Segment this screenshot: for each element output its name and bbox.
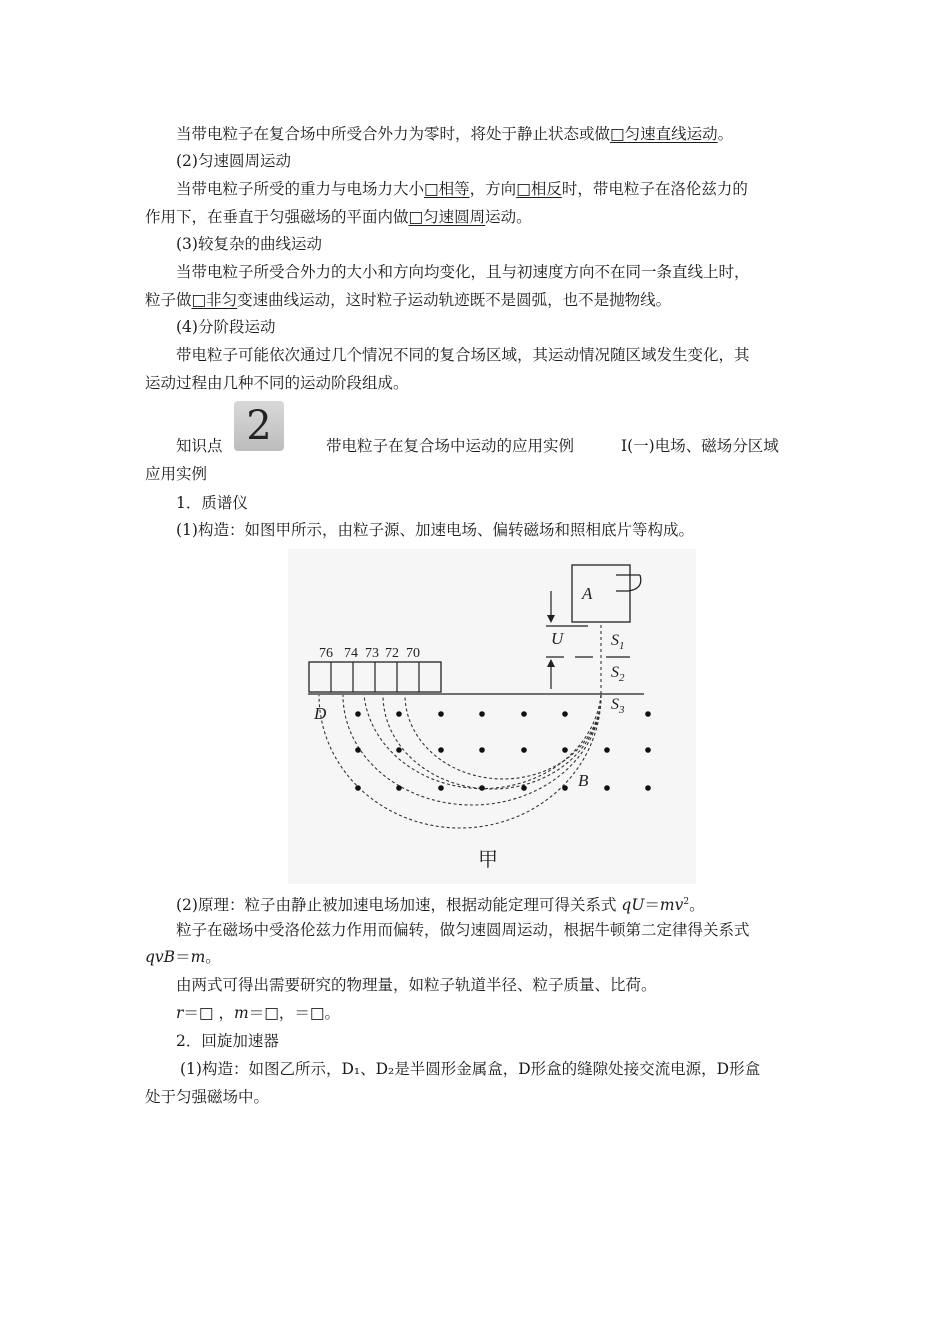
paragraph-circular-line1: 当带电粒子所受的重力与电场力大小□相等，方向□相反时，带电粒子在洛伦兹力的 bbox=[176, 180, 748, 198]
label-S2: $S_2$ bbox=[611, 664, 625, 684]
source-connector bbox=[616, 575, 641, 591]
cyclotron-construction-line1: (1)构造：如图乙所示，D₁、D₂是半圆形金属盒，D形盒的缝隙处接交流电源，D形盒 bbox=[180, 1060, 761, 1078]
principle-line: (2)原理：粒子由静止被加速电场加速，根据动能定理可得关系式 $qU=mv^2$。 bbox=[176, 896, 705, 915]
heading-uniform-circular: (2)匀速圆周运动 bbox=[176, 152, 291, 170]
answer-blank: □相反 bbox=[516, 180, 562, 198]
mass-number-72: 72 bbox=[385, 646, 399, 661]
arrow-up-icon bbox=[547, 659, 555, 667]
derive-line: 由两式可得出需要研究的物理量，如粒子轨道半径、粒子质量、比荷。 bbox=[176, 976, 657, 994]
mass-number-70: 70 bbox=[406, 646, 420, 661]
mass-number-74: 74 bbox=[344, 646, 358, 661]
arrow-down-icon bbox=[547, 615, 555, 623]
label-S3: $S_3$ bbox=[611, 696, 625, 716]
section-title: 带电粒子在复合场中运动的应用实例 bbox=[326, 437, 575, 455]
answer-blank: □相等 bbox=[424, 180, 470, 198]
label-U: U bbox=[551, 629, 564, 648]
answer-blank: □非匀 bbox=[191, 291, 238, 309]
mass-number-73: 73 bbox=[365, 646, 379, 661]
label-A: A bbox=[582, 584, 593, 603]
mass-spectrometer-construction: (1)构造：如图甲所示，由粒子源、加速电场、偏转磁场和照相底片等构成。 bbox=[176, 521, 694, 539]
cyclotron-construction-line2: 处于匀强磁场中。 bbox=[145, 1088, 270, 1106]
section-prefix: 知识点 bbox=[176, 437, 223, 455]
mass-number-76: 76 bbox=[319, 646, 333, 661]
figure-diagram bbox=[288, 549, 696, 884]
item-cyclotron-title: 2．回旋加速器 bbox=[176, 1032, 279, 1050]
item-mass-spectrometer-title: 1．质谱仪 bbox=[176, 494, 248, 512]
section-number-badge: 2 bbox=[234, 401, 284, 451]
heading-staged-motion: (4)分阶段运动 bbox=[176, 318, 276, 336]
paragraph-curve-line1: 当带电粒子所受合外力的大小和方向均变化，且与初速度方向不在同一条直线上时， bbox=[176, 263, 750, 281]
heading-complex-curve: (3)较复杂的曲线运动 bbox=[176, 235, 322, 253]
magnetic-field-dots bbox=[355, 711, 651, 791]
section-subtitle-continued: 应用实例 bbox=[145, 465, 208, 483]
paragraph-staged-line2: 运动过程由几种不同的运动阶段组成。 bbox=[145, 374, 409, 392]
results-line: r＝□ ，m＝□，＝□。 bbox=[176, 1004, 340, 1022]
answer-blank: □匀速圆周 bbox=[408, 208, 486, 226]
particle-trajectories bbox=[319, 695, 601, 828]
label-B: B bbox=[578, 771, 589, 790]
label-S1: $S_1$ bbox=[611, 632, 625, 652]
lorentz-line2: qvB＝m。 bbox=[145, 948, 221, 966]
section-subtitle: Ⅰ(一)电场、磁场分区域 bbox=[621, 437, 779, 455]
paragraph-curve-line2: 粒子做□非匀变速曲线运动，这时粒子运动轨迹既不是圆弧，也不是抛物线。 bbox=[145, 291, 672, 309]
figure-caption: 甲 bbox=[478, 849, 498, 871]
lorentz-line1: 粒子在磁场中受洛伦兹力作用而偏转，做匀速圆周运动，根据牛顿第二定律得关系式 bbox=[176, 921, 750, 939]
answer-blank: □匀速直线运动 bbox=[610, 125, 718, 143]
label-D: D bbox=[314, 704, 327, 723]
paragraph-staged-line1: 带电粒子可能依次通过几个情况不同的复合场区域，其运动情况随区域发生变化，其 bbox=[176, 346, 750, 364]
mass-spectrometer-figure bbox=[288, 549, 696, 884]
source-box bbox=[572, 565, 630, 622]
paragraph-circular-line2: 作用下，在垂直于匀强磁场的平面内做□匀速圆周运动。 bbox=[145, 208, 532, 226]
paragraph-zero-force: 当带电粒子在复合场中所受合外力为零时，将处于静止状态或做□匀速直线运动。 bbox=[176, 125, 734, 143]
